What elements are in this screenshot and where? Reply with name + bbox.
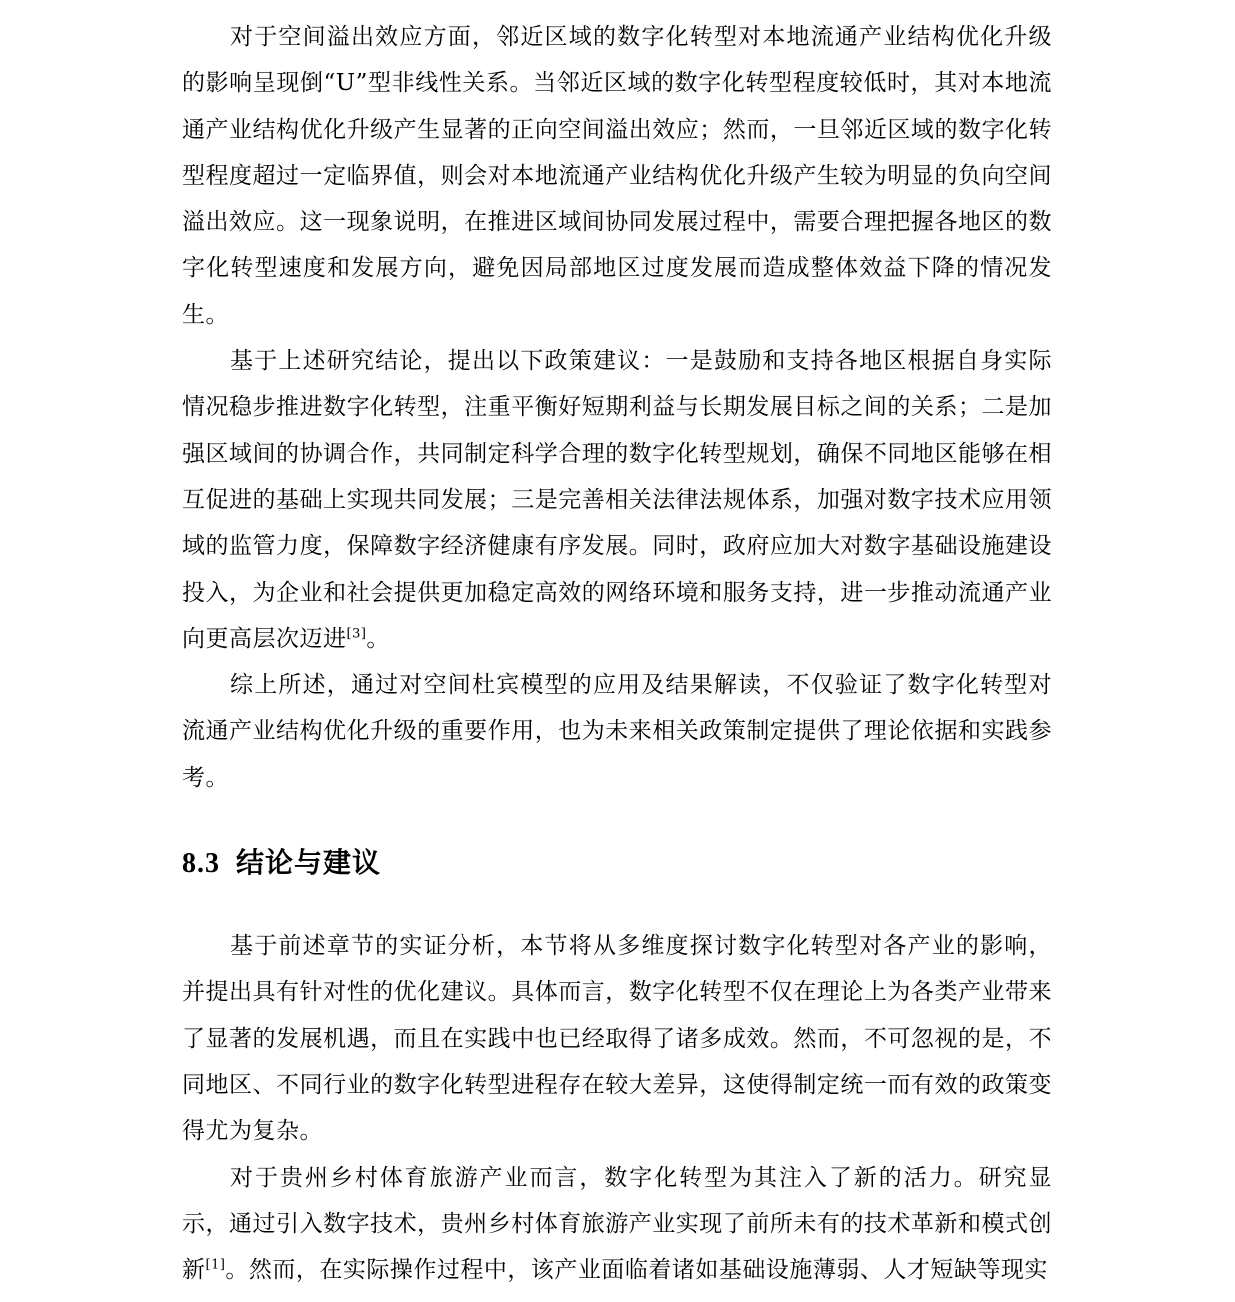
paragraph-tail: 。然而，在实际操作过程中，该产业面临着诸如基础设施薄弱、人才短缺等现实 bbox=[225, 1257, 1048, 1284]
paragraph-text: 基于前述章节的实证分析，本节将从多维度探讨数字化转型对各产业的影响，并提出具有针对性的优化建议。具体而言，数字化转型不仅在理论上为各类产业带来了显著的发展机遇，而且在实践中也已经取得了诸多成效。然而，不可忽视的是，不同地区、不同行业的数字化转型进程存在较大差异，这使得制定统一而有效的政策变得尤为复杂。 bbox=[182, 933, 1052, 1145]
paragraph-policy-suggestions bbox=[182, 338, 1052, 662]
section-title: 结论与建议 bbox=[236, 846, 382, 880]
paragraph-tail: 。 bbox=[366, 625, 390, 652]
citation-ref[interactable]: [3] bbox=[346, 626, 367, 642]
section-number: 8.3 bbox=[182, 848, 220, 880]
citation-ref[interactable]: [1] bbox=[205, 1257, 226, 1273]
paragraph-text: 对于空间溢出效应方面，邻近区域的数字化转型对本地流通产业结构优化升级的影响呈现倒“U”型非线性关系。当邻近区域的数字化转型程度较低时，其对本地流通产业结构优化升级产生显著的正向空间溢出效应；然而，一旦邻近区域的数字化转型程度超过一定临界值，则会对本地流通产业结构优化升级产生较为明显的负向空间溢出效应。这一现象说明，在推进区域间协同发展过程中，需要合理把握各地区的数字化转型速度和发展方向，避免因局部地区过度发展而造成整体效益下降的情况发生。 bbox=[182, 24, 1052, 328]
paragraph-intro bbox=[182, 923, 1052, 1154]
paragraph-guizhou bbox=[182, 1155, 1052, 1294]
paragraph-summary bbox=[182, 662, 1052, 801]
paragraph-spatial-spillover bbox=[182, 14, 1052, 338]
section-heading bbox=[182, 825, 1052, 901]
paragraph-text: 基于上述研究结论，提出以下政策建议：一是鼓励和支持各地区根据自身实际情况稳步推进数字化转型，注重平衡好短期利益与长期发展目标之间的关系；二是加强区域间的协调合作，共同制定科学合理的数字化转型规划，确保不同地区能够在相互促进的基础上实现共同发展；三是完善相关法律法规体系，加强对数字技术应用领域的监管力度，保障数字经济健康有序发展。同时，政府应加大对数字基础设施建设投入，为企业和社会提供更加稳定高效的网络环境和服务支持，进一步推动流通产业向更高层次迈进 bbox=[182, 348, 1052, 652]
document-page bbox=[182, 14, 1052, 1293]
paragraph-text: 综上所述，通过对空间杜宾模型的应用及结果解读，不仅验证了数字化转型对流通产业结构优化升级的重要作用，也为未来相关政策制定提供了理论依据和实践参考。 bbox=[182, 672, 1052, 791]
paragraph-text: 对于贵州乡村体育旅游产业而言，数字化转型为其注入了新的活力。研究显示，通过引入数字技术，贵州乡村体育旅游产业实现了前所未有的技术革新和模式创新 bbox=[182, 1164, 1052, 1284]
